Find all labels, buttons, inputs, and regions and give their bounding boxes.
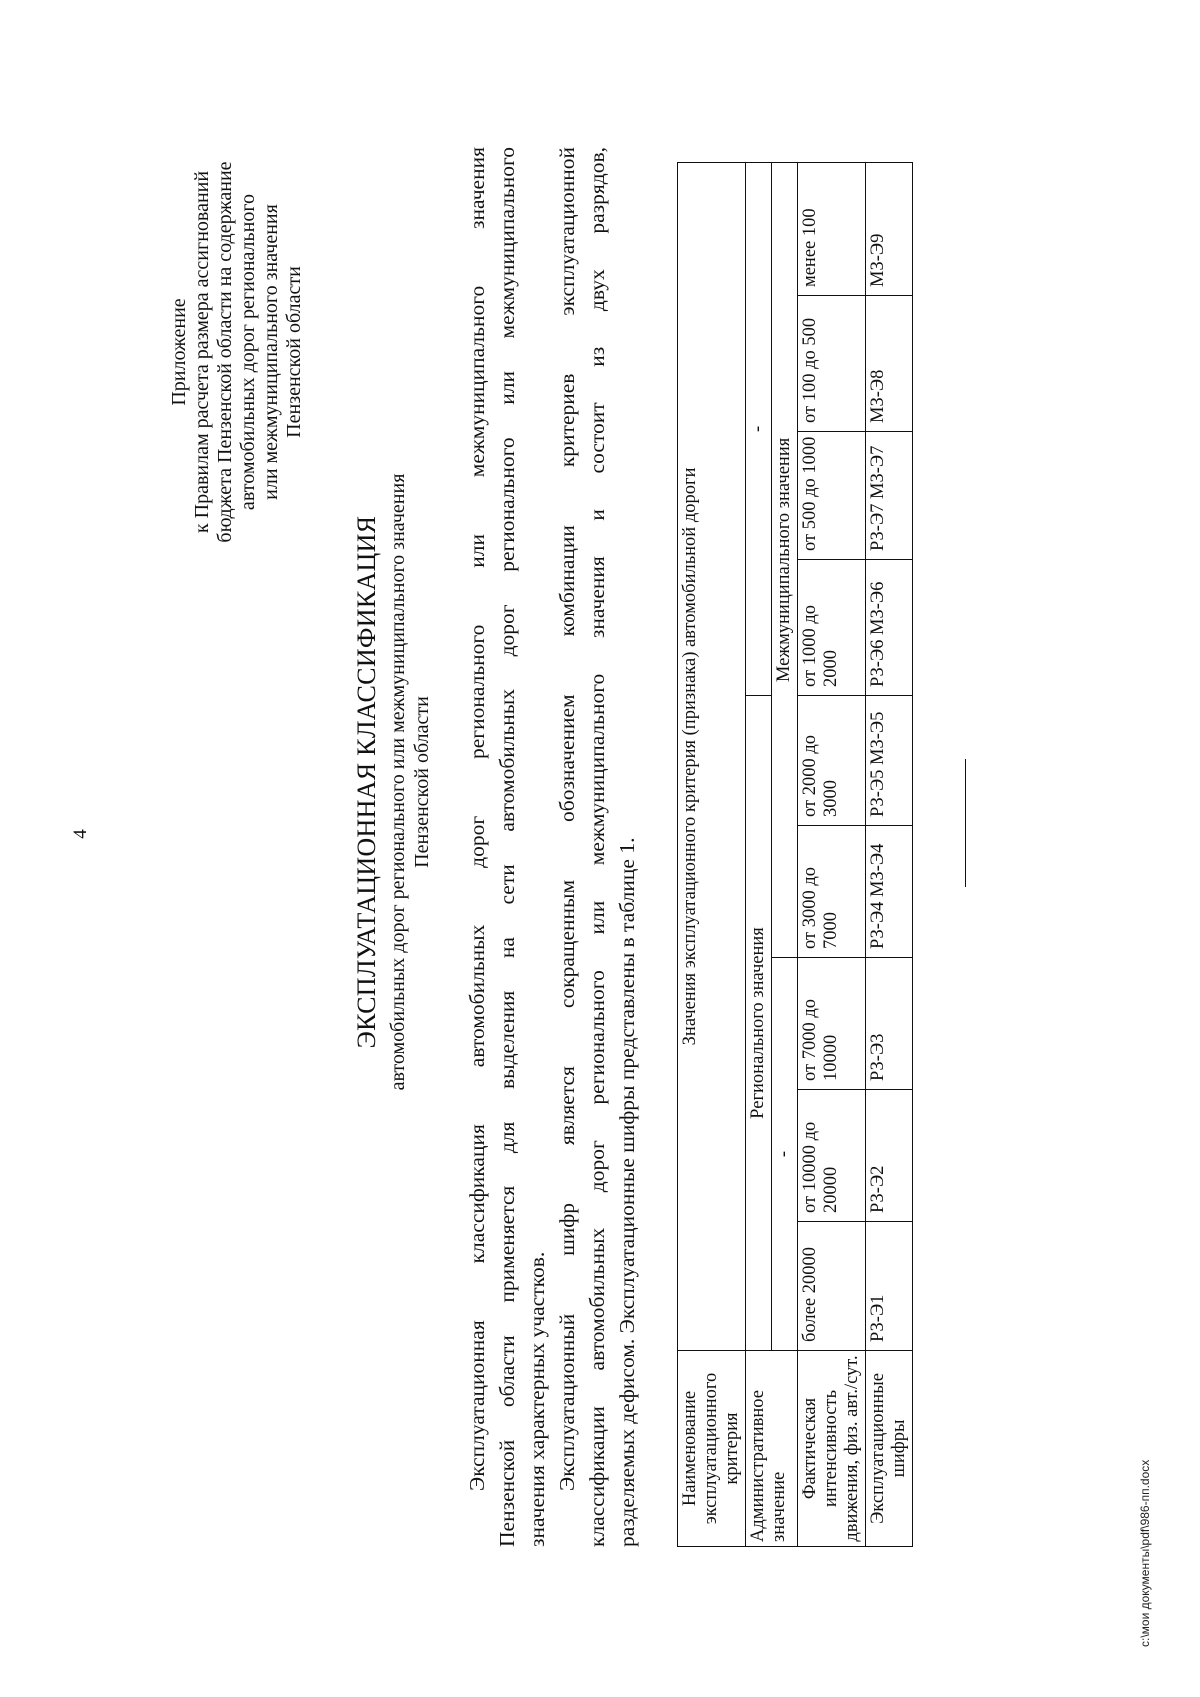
intensity-cell: от 1000 до 2000 (798, 560, 866, 696)
dash-cell: - (772, 958, 798, 1351)
table-row-admin-sub (772, 162, 798, 1546)
end-rule (965, 759, 966, 887)
intensity-cell: от 3000 до 7000 (798, 826, 866, 958)
paragraph-line: разделяемых дефисом. Эксплуатационные шифры представлены в таблице 1. (615, 837, 639, 1547)
appendix-line: к Правилам расчета размера ассигнований (191, 170, 213, 534)
appendix-block (168, 117, 306, 587)
appendix-line: или межмуниципального значения (260, 204, 282, 500)
page-number: 4 (70, 829, 91, 839)
paragraph-line: значения характерных участков. (525, 1251, 549, 1547)
intensity-cell: от 7000 до 10000 (798, 958, 866, 1090)
dash-cell: - (746, 162, 772, 695)
header-name-cell: Наименование эксплуатационного критерия (678, 1351, 746, 1547)
intensity-cell: от 2000 до 3000 (798, 696, 866, 826)
appendix-line: Пензенской области (283, 266, 305, 438)
paragraph-line: Пензенской области применяется для выделения на сети автомобильных дорог регионального или межмуниципального (495, 147, 519, 1547)
regional-label-cell: Регионального значения (746, 696, 772, 1351)
code-cell: РЗ-Э1 (866, 1222, 913, 1351)
classification-table (677, 162, 913, 1547)
subtitle-line: автомобильных дорог регионального или межмуниципального значения (387, 473, 409, 1091)
intensity-cell: от 100 до 500 (798, 296, 866, 432)
paragraph-code (552, 147, 642, 1547)
intermunicipal-label-cell: Межмуниципального значения (772, 162, 798, 957)
code-cell: РЗ-Э2 (866, 1090, 913, 1222)
appendix-line: бюджета Пензенской области на содержание (214, 161, 236, 543)
intensity-cell: более 20000 (798, 1222, 866, 1351)
table-row-header (678, 162, 746, 1546)
paragraph-line: классификации автомобильных дорог регионального или межмуниципального значения и состоит из двух разрядов, (585, 147, 609, 1547)
intensity-cell: менее 100 (798, 162, 866, 295)
appendix-line: автомобильных дорог регионального (237, 193, 259, 511)
code-cell: РЗ-Э4 МЗ-Э4 (866, 826, 913, 958)
table-row-intensity (798, 162, 866, 1546)
document-subtitle (386, 322, 434, 1242)
document-title: ЭКСПЛУАТАЦИОННАЯ КЛАССИФИКАЦИЯ (352, 515, 381, 1049)
admin-label-cell: Административное значение (746, 1351, 798, 1547)
header-values-cell: Значения эксплуатационного критерия (признака) автомобильной дороги (678, 162, 746, 1350)
table-row-admin (746, 162, 772, 1546)
intensity-cell: от 500 до 1000 (798, 432, 866, 560)
codes-label-cell: Эксплуатационные шифры (866, 1351, 913, 1547)
paragraph-line: Эксплуатационный шифр является сокращенным обозначением комбинации критериев эксплуатационной (555, 147, 579, 1491)
paragraph-line: Эксплуатационная классификация автомобильных дорог регионального или межмуниципального значения (465, 147, 489, 1491)
code-cell: МЗ-Э8 (866, 296, 913, 432)
paragraph-classification (462, 147, 552, 1547)
intensity-cell: от 10000 до 20000 (798, 1090, 866, 1222)
footer-file-path: c:\мои документы\pdf\986-пп.docx (1138, 1459, 1152, 1647)
code-cell: МЗ-Э9 (866, 162, 913, 295)
intensity-label-cell: Фактическая интенсивность движения, физ. авт./сут. (798, 1351, 866, 1547)
code-cell: РЗ-Э7 МЗ-Э7 (866, 432, 913, 560)
subtitle-line: Пензенской области (411, 696, 433, 868)
code-cell: РЗ-Э5 МЗ-Э5 (866, 696, 913, 826)
code-cell: РЗ-Э3 (866, 958, 913, 1090)
table-row-codes (866, 162, 913, 1546)
appendix-line: Приложение (168, 298, 190, 406)
code-cell: РЗ-Э6 МЗ-Э6 (866, 560, 913, 696)
